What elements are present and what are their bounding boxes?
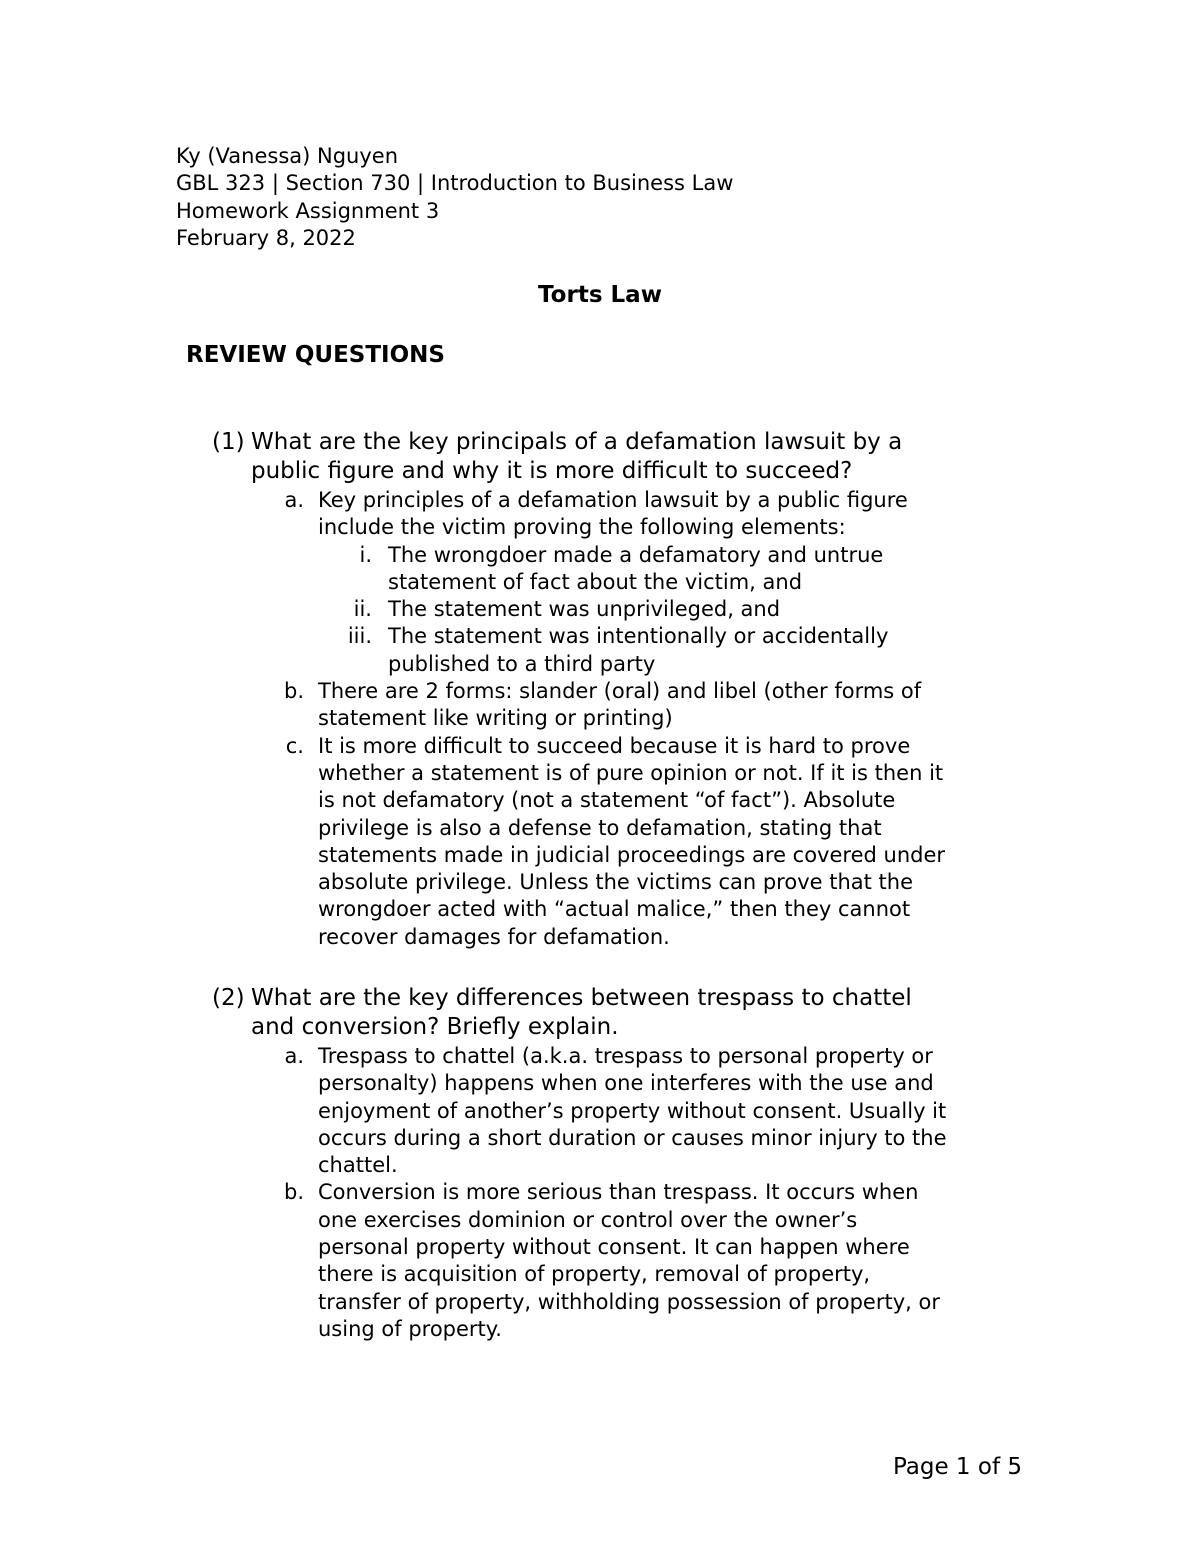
answer-line: statement like writing or printing) <box>318 706 673 731</box>
answer-1a <box>0 487 1200 542</box>
answer-text <box>388 596 1038 623</box>
answer-line: published to a third party <box>388 651 656 676</box>
answer-line: statement of fact about the victim, and <box>388 569 803 594</box>
answer-1a-iii <box>0 623 1200 678</box>
question-text <box>251 428 1031 486</box>
list-marker: c. <box>285 733 304 758</box>
answer-text <box>388 542 1038 597</box>
answer-line: transfer of property, withholding possession of property, or <box>318 1289 940 1314</box>
answer-text <box>318 1043 1038 1179</box>
answer-line: The wrongdoer made a defamatory and untrue <box>388 542 884 567</box>
answer-line: enjoyment of another’s property without consent. Usually it <box>318 1098 947 1123</box>
section-heading: REVIEW QUESTIONS <box>186 342 445 368</box>
answer-text <box>388 623 1038 678</box>
question-text-line: What are the key principals of a defamation lawsuit by a <box>251 429 903 455</box>
answer-line: whether a statement is of pure opinion or not. If it is then it <box>318 760 944 785</box>
question-text <box>251 984 1031 1042</box>
list-marker: b. <box>283 1180 304 1205</box>
list-marker: a. <box>284 488 304 512</box>
answer-line: There are 2 forms: slander (oral) and libel (other forms of <box>318 679 922 704</box>
answer-2b <box>0 1179 1200 1343</box>
document-header <box>176 143 733 252</box>
list-marker: b. <box>283 679 304 704</box>
list-marker: a. <box>284 1044 304 1068</box>
answer-text <box>318 733 1038 951</box>
answer-line: one exercises dominion or control over the owner’s <box>318 1207 858 1232</box>
answer-line: recover damages for defamation. <box>318 924 670 949</box>
answer-text <box>318 678 1038 733</box>
list-marker: iii. <box>347 624 372 649</box>
answer-line: using of property. <box>318 1316 502 1341</box>
answer-line: chattel. <box>318 1153 398 1178</box>
question-text-line: and conversion? Briefly explain. <box>251 1014 619 1040</box>
list-marker: i. <box>359 542 372 567</box>
question-text-line: public figure and why it is more difficult to succeed? <box>251 458 853 484</box>
question-2-block <box>0 984 1200 1343</box>
answer-line: is not defamatory (not a statement “of fact”). Absolute <box>318 788 896 813</box>
answer-line: there is acquisition of property, removal of property, <box>318 1262 871 1287</box>
answer-line: Trespass to chattel (a.k.a. trespass to personal property or <box>318 1044 933 1068</box>
answer-line: statements made in judicial proceedings are covered under <box>318 842 946 867</box>
answer-line: personalty) happens when one interferes with the use and <box>318 1071 934 1096</box>
question-number: (2) <box>212 985 245 1011</box>
question-1 <box>0 428 1200 486</box>
list-marker: ii. <box>353 597 372 622</box>
answer-1a-ii <box>0 596 1200 623</box>
answer-line: occurs during a short duration or causes minor injury to the <box>318 1125 947 1150</box>
assignment-date: February 8, 2022 <box>176 225 356 250</box>
author-name: Ky (Vanessa) Nguyen <box>176 144 398 168</box>
assignment-name: Homework Assignment 3 <box>176 198 440 223</box>
question-2 <box>0 984 1200 1042</box>
answer-line: The statement was unprivileged, and <box>388 597 781 622</box>
course-info: GBL 323 | Section 730 | Introduction to Business Law <box>176 171 734 196</box>
answer-text <box>318 1179 1038 1343</box>
answer-text <box>318 487 1038 542</box>
answer-1a-i <box>0 542 1200 597</box>
answer-1c <box>0 733 1200 951</box>
document-title: Torts Law <box>538 282 662 308</box>
page-number: Page 1 of 5 <box>892 1454 1022 1480</box>
answer-line: personal property without consent. It can happen where <box>318 1235 910 1260</box>
answer-line: include the victim proving the following elements: <box>318 515 846 540</box>
question-text-line: What are the key differences between trespass to chattel <box>251 985 912 1011</box>
question-number: (1) <box>212 429 245 455</box>
answer-line: Key principles of a defamation lawsuit by a public figure <box>318 488 908 512</box>
answer-line: The statement was intentionally or accidentally <box>388 624 889 649</box>
answer-1b <box>0 678 1200 733</box>
question-1-block <box>0 428 1200 951</box>
answer-line: absolute privilege. Unless the victims can prove that the <box>318 870 914 895</box>
answer-line: Conversion is more serious than trespass. It occurs when <box>318 1180 919 1205</box>
answer-line: wrongdoer acted with “actual malice,” then they cannot <box>318 897 911 922</box>
answer-line: privilege is also a defense to defamation, stating that <box>318 815 882 840</box>
answer-2a <box>0 1043 1200 1179</box>
answer-line: It is more difficult to succeed because it is hard to prove <box>318 733 911 758</box>
